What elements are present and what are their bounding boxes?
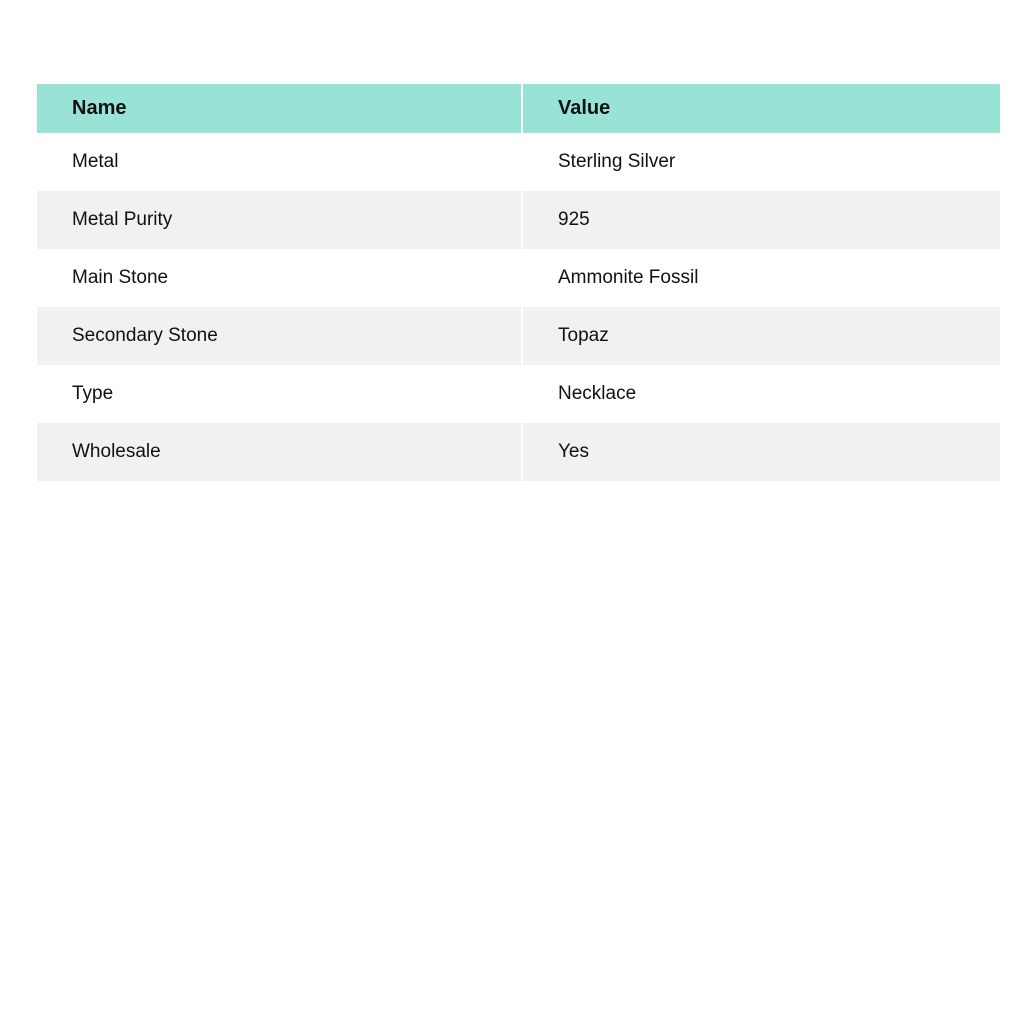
table-row — [37, 365, 1000, 423]
attr-name-cell: Main Stone — [72, 267, 169, 288]
column-header-value: Value — [523, 84, 1000, 133]
attr-name-cell: Metal — [72, 151, 119, 172]
attr-name-cell: Metal Purity — [37, 191, 521, 249]
table-row — [37, 133, 1000, 191]
attr-name-cell: Type — [72, 383, 114, 404]
attr-name-cell: Secondary Stone — [37, 307, 521, 365]
attr-value-cell: 925 — [523, 191, 1000, 249]
attributes-table — [37, 84, 1000, 481]
table-row — [37, 191, 1000, 249]
attr-value-cell: Topaz — [523, 307, 1000, 365]
attr-value-cell: Ammonite Fossil — [558, 267, 699, 288]
attr-value-cell: Sterling Silver — [558, 151, 676, 172]
column-header-name: Name — [37, 84, 521, 133]
table-row — [37, 249, 1000, 307]
table-header-row — [37, 84, 1000, 133]
attr-value-cell: Yes — [523, 423, 1000, 481]
table-row — [37, 307, 1000, 365]
attr-value-cell: Necklace — [558, 383, 637, 404]
attr-name-cell: Wholesale — [37, 423, 521, 481]
table-row — [37, 423, 1000, 481]
